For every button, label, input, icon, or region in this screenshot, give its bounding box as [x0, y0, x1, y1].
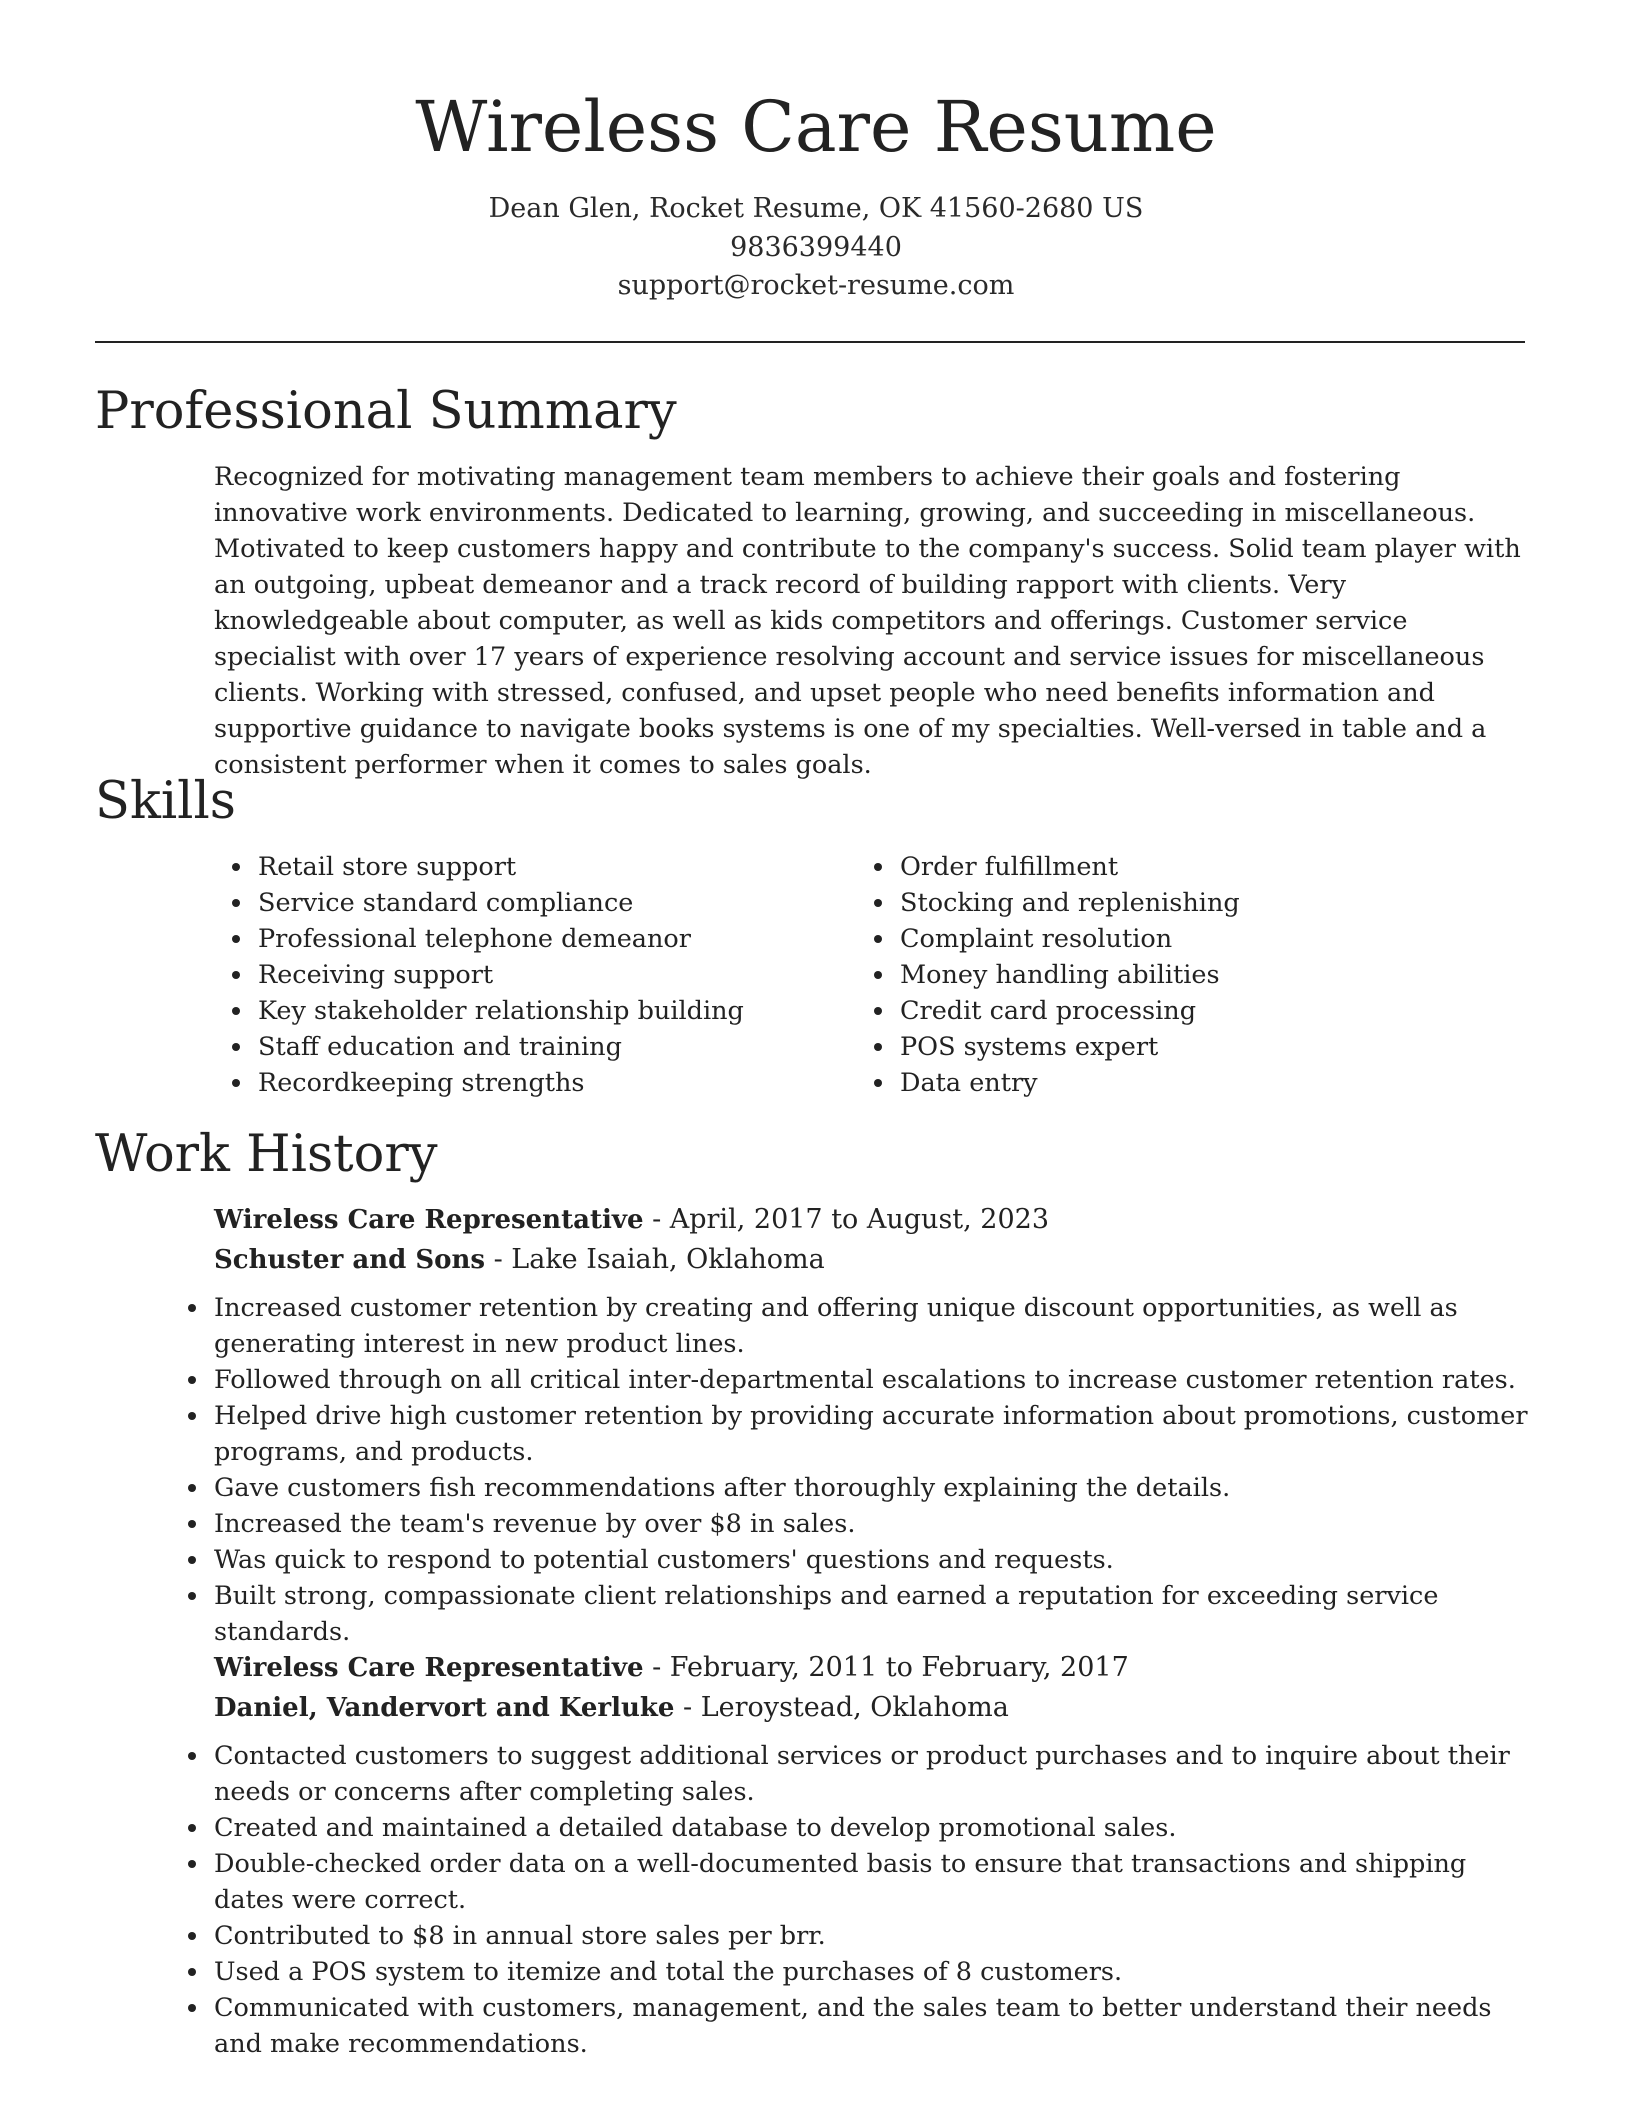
job-bullets — [170, 1290, 1529, 1650]
job-location: - Lake Isaiah, Oklahoma — [485, 1244, 825, 1275]
skill-item: Service standard compliance — [214, 885, 834, 921]
skills-list-right — [856, 849, 1476, 1101]
job-location: - Leroystead, Oklahoma — [674, 1692, 1009, 1723]
contact-address: Dean Glen, Rocket Resume, OK 41560-2680 US — [488, 193, 1144, 224]
skill-item: Professional telephone demeanor — [214, 921, 834, 957]
job-bullet: Followed through on all critical inter-departmental escalations to increase customer retention rates. — [170, 1362, 1529, 1398]
skill-item: Retail store support — [214, 849, 834, 885]
job-bullet: Was quick to respond to potential customers' questions and requests. — [170, 1542, 1529, 1578]
skill-item: Staff education and training — [214, 1029, 834, 1065]
skill-item: Key stakeholder relationship building — [214, 993, 834, 1029]
job-bullet: Communicated with customers, management, and the sales team to better understand their needs and make recommendations. — [170, 1990, 1529, 2062]
summary-text: Recognized for motivating management team members to achieve their goals and fostering innovative work environments. Dedicated to learning, growing, and succeeding in miscellaneous. Motivated to keep customers happy and contribute to the company's success. Solid team player with an outgoing, upbeat demeanor and a track record of building rapport with clients. Very knowledgeable about computer, as well as kids competitors and offerings. Customer service specialist with over 17 years of experience resolving account and service issues for miscellaneous clients. Working with stressed, confused, and upset people who need benefits information and supportive guidance to navigate books systems is one of my specialties. Well-versed in table and a consistent performer when it comes to sales goals. — [214, 462, 1521, 780]
job-bullet: Increased the team's revenue by over $8 in sales. — [170, 1506, 1529, 1542]
skill-item: Recordkeeping strengths — [214, 1065, 834, 1101]
job-title: Wireless Care Representative — [214, 1653, 644, 1683]
job-title-line — [214, 1648, 1529, 1688]
skill-item: Money handling abilities — [856, 957, 1476, 993]
job-bullet: Increased customer retention by creating and offering unique discount opportunities, as well as generating interest in new product lines. — [170, 1290, 1529, 1362]
skill-item: Data entry — [856, 1065, 1476, 1101]
job-company-line — [214, 1688, 1529, 1728]
job-bullet: Double-checked order data on a well-documented basis to ensure that transactions and shipping dates were correct. — [170, 1846, 1529, 1918]
summary-heading: Professional Summary — [95, 382, 677, 441]
job-bullet: Contributed to $8 in annual store sales per brr. — [170, 1918, 1529, 1954]
skill-item: POS systems expert — [856, 1029, 1476, 1065]
skills-list-left — [214, 849, 834, 1101]
job-bullet: Used a POS system to itemize and total the purchases of 8 customers. — [170, 1954, 1529, 1990]
job-bullet: Contacted customers to suggest additional services or product purchases and to inquire about their needs or concerns after completing sales. — [170, 1738, 1529, 1810]
job-company: Schuster and Sons — [214, 1245, 485, 1275]
contact-email: support@rocket-resume.com — [617, 270, 1015, 301]
skill-item: Order fulfillment — [856, 849, 1476, 885]
job-entry — [214, 1200, 1529, 1650]
skills-heading: Skills — [95, 772, 236, 831]
skill-item: Stocking and replenishing — [856, 885, 1476, 921]
job-bullet: Built strong, compassionate client relationships and earned a reputation for exceeding service standards. — [170, 1578, 1529, 1650]
job-company-line — [214, 1240, 1529, 1280]
work-heading: Work History — [95, 1125, 438, 1184]
resume-title: Wireless Care Resume — [415, 86, 1217, 168]
job-dates: - April, 2017 to August, 2023 — [643, 1204, 1050, 1235]
skill-item: Credit card processing — [856, 993, 1476, 1029]
job-bullet: Helped drive high customer retention by providing accurate information about promotions, customer programs, and products. — [170, 1398, 1529, 1470]
job-title-line — [214, 1200, 1529, 1240]
job-bullet: Gave customers fish recommendations after thoroughly explaining the details. — [170, 1470, 1529, 1506]
job-bullet: Created and maintained a detailed database to develop promotional sales. — [170, 1810, 1529, 1846]
contact-block — [0, 190, 1632, 306]
job-entry — [214, 1648, 1529, 2062]
skill-item: Receiving support — [214, 957, 834, 993]
job-bullets — [170, 1738, 1529, 2062]
job-dates: - February, 2011 to February, 2017 — [643, 1652, 1129, 1683]
header-divider — [95, 341, 1525, 343]
skill-item: Complaint resolution — [856, 921, 1476, 957]
job-company: Daniel, Vandervort and Kerluke — [214, 1693, 675, 1723]
job-title: Wireless Care Representative — [214, 1205, 644, 1235]
contact-phone: 9836399440 — [730, 231, 902, 263]
